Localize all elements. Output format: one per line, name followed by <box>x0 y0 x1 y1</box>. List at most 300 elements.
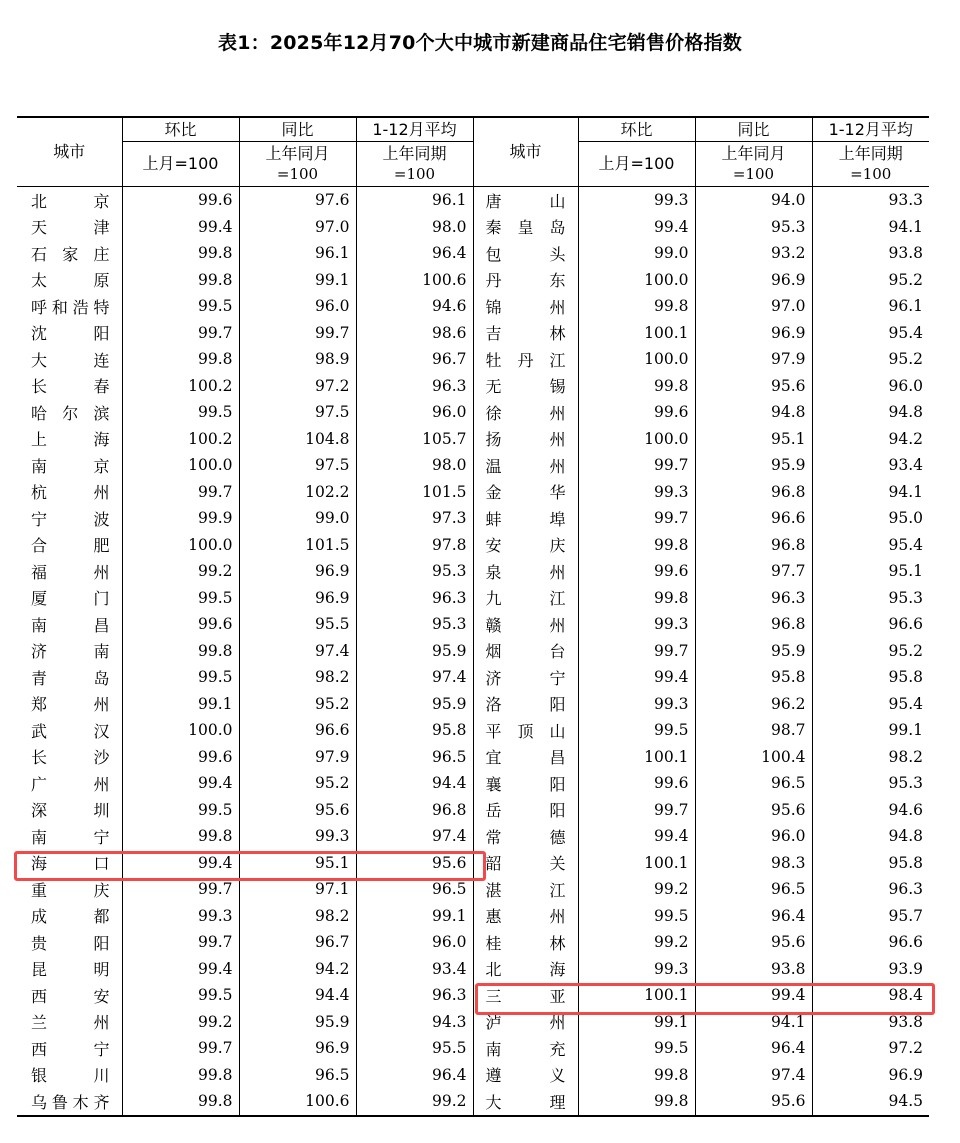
yoy-value-left: 100.6 <box>239 1088 356 1116</box>
header-avg-base-left: 上年同期 =100 <box>356 142 473 187</box>
avg-value-left: 96.0 <box>356 929 473 956</box>
city-name-right: 丹东 <box>473 267 578 294</box>
avg-value-right: 93.4 <box>812 452 929 479</box>
mom-value-right: 99.7 <box>578 452 695 479</box>
mom-value-left: 99.4 <box>122 770 239 797</box>
mom-value-right: 99.7 <box>578 638 695 665</box>
mom-value-right: 99.2 <box>578 876 695 903</box>
yoy-value-right: 95.6 <box>695 1088 812 1116</box>
city-name-right: 吉林 <box>473 320 578 347</box>
mom-value-right: 99.7 <box>578 797 695 824</box>
yoy-value-left: 96.7 <box>239 929 356 956</box>
yoy-value-left: 96.0 <box>239 293 356 320</box>
avg-value-right: 95.2 <box>812 267 929 294</box>
avg-value-left: 98.6 <box>356 320 473 347</box>
table-row <box>17 982 929 1009</box>
table-row <box>17 479 929 506</box>
mom-value-left: 99.9 <box>122 505 239 532</box>
avg-value-right: 95.8 <box>812 664 929 691</box>
yoy-value-left: 96.1 <box>239 240 356 267</box>
avg-value-right: 95.8 <box>812 850 929 877</box>
header-yoy-left: 同比 <box>239 117 356 142</box>
city-name-right: 安庆 <box>473 532 578 559</box>
city-name-left: 福州 <box>31 562 110 582</box>
mom-value-right: 99.4 <box>578 823 695 850</box>
avg-value-right: 95.1 <box>812 558 929 585</box>
avg-value-left: 95.8 <box>356 717 473 744</box>
table-row <box>17 346 929 373</box>
city-name-left: 广州 <box>31 774 110 794</box>
table-row <box>17 823 929 850</box>
yoy-value-left: 97.4 <box>239 638 356 665</box>
yoy-value-right: 97.0 <box>695 293 812 320</box>
mom-value-left: 99.2 <box>122 558 239 585</box>
yoy-value-right: 96.4 <box>695 1035 812 1062</box>
city-name-right: 襄阳 <box>473 770 578 797</box>
mom-value-left: 99.5 <box>122 982 239 1009</box>
yoy-value-left: 96.5 <box>239 1062 356 1089</box>
mom-value-left: 99.3 <box>122 903 239 930</box>
avg-value-right: 96.6 <box>812 929 929 956</box>
yoy-value-left: 96.9 <box>239 558 356 585</box>
city-name-left: 长沙 <box>31 748 110 768</box>
yoy-value-right: 95.6 <box>695 929 812 956</box>
mom-value-left: 99.4 <box>122 214 239 241</box>
yoy-value-right: 97.9 <box>695 346 812 373</box>
avg-value-right: 94.6 <box>812 797 929 824</box>
header-avg-right: 1-12月平均 <box>812 117 929 142</box>
yoy-value-right: 96.4 <box>695 903 812 930</box>
mom-value-left: 99.2 <box>122 1009 239 1036</box>
yoy-value-left: 96.9 <box>239 1035 356 1062</box>
table-row <box>17 187 929 214</box>
avg-value-right: 93.3 <box>812 187 929 214</box>
mom-value-right: 99.5 <box>578 903 695 930</box>
yoy-value-left: 97.9 <box>239 744 356 771</box>
yoy-value-left: 104.8 <box>239 426 356 453</box>
avg-value-left: 97.4 <box>356 823 473 850</box>
table-row <box>17 876 929 903</box>
mom-value-left: 99.4 <box>122 956 239 983</box>
yoy-value-left: 102.2 <box>239 479 356 506</box>
mom-value-left: 99.7 <box>122 320 239 347</box>
mom-value-right: 99.8 <box>578 585 695 612</box>
city-name-left: 厦门 <box>31 589 110 609</box>
avg-value-left: 97.4 <box>356 664 473 691</box>
yoy-value-left: 94.4 <box>239 982 356 1009</box>
mom-value-right: 99.0 <box>578 240 695 267</box>
mom-value-left: 99.6 <box>122 187 239 214</box>
city-name-right: 济宁 <box>473 664 578 691</box>
mom-value-right: 99.4 <box>578 214 695 241</box>
yoy-value-right: 96.5 <box>695 876 812 903</box>
yoy-value-left: 94.2 <box>239 956 356 983</box>
yoy-value-right: 95.9 <box>695 452 812 479</box>
city-name-left: 重庆 <box>31 880 110 900</box>
avg-value-left: 96.4 <box>356 1062 473 1089</box>
city-name-left: 乌鲁木齐 <box>17 1088 122 1116</box>
table-row <box>17 744 929 771</box>
avg-value-left: 97.8 <box>356 532 473 559</box>
avg-value-left: 99.2 <box>356 1088 473 1116</box>
avg-value-left: 97.3 <box>356 505 473 532</box>
mom-value-right: 100.0 <box>578 267 695 294</box>
yoy-value-left: 99.7 <box>239 320 356 347</box>
city-name-left: 上海 <box>31 430 110 450</box>
city-name-left: 石家庄 <box>31 244 110 264</box>
table-row <box>17 1009 929 1036</box>
city-name-right: 遵义 <box>473 1062 578 1089</box>
header-city-right: 城市 <box>473 117 578 187</box>
mom-value-left: 99.7 <box>122 876 239 903</box>
table-row <box>17 558 929 585</box>
city-name-left: 银川 <box>31 1066 110 1086</box>
mom-value-right: 100.1 <box>578 320 695 347</box>
city-name-right: 无锡 <box>473 373 578 400</box>
mom-value-right: 99.4 <box>578 664 695 691</box>
avg-value-right: 94.1 <box>812 479 929 506</box>
avg-value-right: 96.1 <box>812 293 929 320</box>
city-name-left: 呼和浩特 <box>31 297 110 317</box>
city-name-left: 宁波 <box>31 509 110 529</box>
city-name-left: 哈尔滨 <box>31 403 110 423</box>
page-title: 表1：2025年12月70个大中城市新建商品住宅销售价格指数 <box>218 32 742 54</box>
table-row <box>17 638 929 665</box>
avg-value-right: 94.2 <box>812 426 929 453</box>
mom-value-right: 100.1 <box>578 850 695 877</box>
table-row <box>17 770 929 797</box>
city-name-right: 大理 <box>473 1088 578 1116</box>
header-yoy-base-right: 上年同月 =100 <box>695 142 812 187</box>
yoy-value-left: 99.0 <box>239 505 356 532</box>
header-avg-left: 1-12月平均 <box>356 117 473 142</box>
city-name-left: 合肥 <box>31 536 110 556</box>
yoy-value-right: 93.8 <box>695 956 812 983</box>
table-row <box>17 929 929 956</box>
mom-value-right: 100.1 <box>578 744 695 771</box>
city-name-left: 天津 <box>31 218 110 238</box>
mom-value-left: 99.7 <box>122 929 239 956</box>
mom-value-right: 99.6 <box>578 558 695 585</box>
yoy-value-right: 96.3 <box>695 585 812 612</box>
city-name-left: 北京 <box>17 187 122 214</box>
mom-value-left: 100.2 <box>122 373 239 400</box>
mom-value-right: 99.3 <box>578 956 695 983</box>
city-name-right: 温州 <box>473 452 578 479</box>
yoy-value-right: 99.4 <box>695 982 812 1009</box>
yoy-value-right: 95.8 <box>695 664 812 691</box>
mom-value-left: 99.8 <box>122 1088 239 1116</box>
avg-value-left: 95.3 <box>356 611 473 638</box>
city-name-right: 扬州 <box>473 426 578 453</box>
city-name-right: 秦皇岛 <box>473 214 578 241</box>
yoy-value-left: 99.3 <box>239 823 356 850</box>
avg-value-left: 96.5 <box>356 876 473 903</box>
table-row <box>17 1088 929 1116</box>
yoy-value-left: 97.6 <box>239 187 356 214</box>
table-row <box>17 532 929 559</box>
city-name-left: 贵阳 <box>31 933 110 953</box>
city-name-right: 平顶山 <box>473 717 578 744</box>
avg-value-right: 96.3 <box>812 876 929 903</box>
avg-value-right: 96.6 <box>812 611 929 638</box>
mom-value-right: 99.3 <box>578 187 695 214</box>
avg-value-left: 95.3 <box>356 558 473 585</box>
table-row <box>17 505 929 532</box>
yoy-value-right: 95.1 <box>695 426 812 453</box>
city-name-right: 泉州 <box>473 558 578 585</box>
yoy-value-left: 96.6 <box>239 717 356 744</box>
city-name-right: 蚌埠 <box>473 505 578 532</box>
city-name-right: 锦州 <box>473 293 578 320</box>
avg-value-left: 93.4 <box>356 956 473 983</box>
city-name-left: 长春 <box>31 377 110 397</box>
yoy-value-left: 95.9 <box>239 1009 356 1036</box>
mom-value-right: 99.8 <box>578 532 695 559</box>
yoy-value-right: 95.6 <box>695 797 812 824</box>
avg-value-left: 95.9 <box>356 691 473 718</box>
mom-value-right: 99.5 <box>578 1035 695 1062</box>
avg-value-left: 96.3 <box>356 373 473 400</box>
yoy-value-right: 96.6 <box>695 505 812 532</box>
city-name-right: 宜昌 <box>473 744 578 771</box>
avg-value-right: 95.2 <box>812 346 929 373</box>
avg-value-left: 98.0 <box>356 452 473 479</box>
avg-value-left: 96.1 <box>356 187 473 214</box>
avg-value-left: 94.3 <box>356 1009 473 1036</box>
yoy-value-left: 95.5 <box>239 611 356 638</box>
mom-value-left: 100.0 <box>122 717 239 744</box>
table-row <box>17 611 929 638</box>
mom-value-left: 99.7 <box>122 479 239 506</box>
mom-value-right: 99.3 <box>578 479 695 506</box>
avg-value-left: 96.5 <box>356 744 473 771</box>
yoy-value-left: 101.5 <box>239 532 356 559</box>
avg-value-left: 95.5 <box>356 1035 473 1062</box>
avg-value-left: 98.0 <box>356 214 473 241</box>
city-name-left: 昆明 <box>31 960 110 980</box>
header-mom-base-left: 上月=100 <box>122 142 239 187</box>
avg-value-left: 94.4 <box>356 770 473 797</box>
mom-value-right: 99.8 <box>578 373 695 400</box>
avg-value-right: 95.3 <box>812 585 929 612</box>
avg-value-right: 94.5 <box>812 1088 929 1116</box>
yoy-value-right: 96.8 <box>695 611 812 638</box>
yoy-value-right: 96.5 <box>695 770 812 797</box>
avg-value-right: 94.8 <box>812 399 929 426</box>
city-name-left: 深圳 <box>31 801 110 821</box>
avg-value-right: 93.8 <box>812 1009 929 1036</box>
avg-value-right: 95.4 <box>812 320 929 347</box>
mom-value-left: 99.5 <box>122 293 239 320</box>
yoy-value-left: 95.1 <box>239 850 356 877</box>
yoy-value-right: 96.2 <box>695 691 812 718</box>
mom-value-right: 99.8 <box>578 293 695 320</box>
avg-value-left: 96.8 <box>356 797 473 824</box>
mom-value-right: 99.6 <box>578 399 695 426</box>
table-row <box>17 452 929 479</box>
table-row <box>17 903 929 930</box>
yoy-value-left: 97.5 <box>239 452 356 479</box>
mom-value-left: 99.5 <box>122 664 239 691</box>
city-name-right: 常德 <box>473 823 578 850</box>
mom-value-right: 99.3 <box>578 611 695 638</box>
header-mom-right: 环比 <box>578 117 695 142</box>
city-name-left: 济南 <box>31 642 110 662</box>
avg-value-right: 97.2 <box>812 1035 929 1062</box>
table-body <box>17 187 929 1116</box>
yoy-value-right: 97.7 <box>695 558 812 585</box>
yoy-value-left: 96.9 <box>239 585 356 612</box>
yoy-value-right: 100.4 <box>695 744 812 771</box>
header-avg-base-right: 上年同期 =100 <box>812 142 929 187</box>
yoy-value-left: 97.2 <box>239 373 356 400</box>
city-name-left: 沈阳 <box>31 324 110 344</box>
avg-value-left: 96.3 <box>356 585 473 612</box>
avg-value-left: 101.5 <box>356 479 473 506</box>
avg-value-right: 95.4 <box>812 691 929 718</box>
mom-value-right: 99.7 <box>578 505 695 532</box>
mom-value-left: 100.0 <box>122 532 239 559</box>
header-mom-base-right: 上月=100 <box>578 142 695 187</box>
avg-value-right: 95.3 <box>812 770 929 797</box>
mom-value-left: 99.6 <box>122 611 239 638</box>
avg-value-right: 93.8 <box>812 240 929 267</box>
mom-value-right: 100.1 <box>578 982 695 1009</box>
city-name-left: 青岛 <box>31 668 110 688</box>
city-name-right: 韶关 <box>473 850 578 877</box>
yoy-value-left: 98.2 <box>239 903 356 930</box>
yoy-value-right: 96.9 <box>695 267 812 294</box>
yoy-value-right: 96.0 <box>695 823 812 850</box>
yoy-value-left: 98.2 <box>239 664 356 691</box>
avg-value-left: 96.7 <box>356 346 473 373</box>
header-yoy-right: 同比 <box>695 117 812 142</box>
yoy-value-right: 95.6 <box>695 373 812 400</box>
mom-value-right: 99.2 <box>578 929 695 956</box>
mom-value-left: 99.4 <box>122 850 239 877</box>
avg-value-right: 95.0 <box>812 505 929 532</box>
mom-value-right: 100.0 <box>578 346 695 373</box>
mom-value-left: 99.8 <box>122 267 239 294</box>
table-row <box>17 240 929 267</box>
yoy-value-right: 96.8 <box>695 532 812 559</box>
table-row <box>17 585 929 612</box>
yoy-value-right: 94.0 <box>695 187 812 214</box>
city-name-right: 惠州 <box>473 903 578 930</box>
mom-value-right: 100.0 <box>578 426 695 453</box>
city-name-left: 海口 <box>31 854 110 874</box>
city-name-right: 洛阳 <box>473 691 578 718</box>
avg-value-left: 95.9 <box>356 638 473 665</box>
avg-value-right: 95.4 <box>812 532 929 559</box>
yoy-value-right: 97.4 <box>695 1062 812 1089</box>
city-name-right: 泸州 <box>473 1009 578 1036</box>
table-row <box>17 1035 929 1062</box>
avg-value-right: 99.1 <box>812 717 929 744</box>
city-name-left: 武汉 <box>31 721 110 741</box>
yoy-value-right: 95.3 <box>695 214 812 241</box>
table-row <box>17 320 929 347</box>
avg-value-left: 96.4 <box>356 240 473 267</box>
table-row <box>17 850 929 877</box>
mom-value-left: 100.2 <box>122 426 239 453</box>
city-name-right: 九江 <box>473 585 578 612</box>
avg-value-left: 96.0 <box>356 399 473 426</box>
city-name-left: 成都 <box>31 907 110 927</box>
table-row <box>17 214 929 241</box>
city-name-left: 杭州 <box>31 483 110 503</box>
city-name-right: 牡丹江 <box>473 346 578 373</box>
table-row <box>17 399 929 426</box>
mom-value-left: 99.8 <box>122 823 239 850</box>
city-name-right: 徐州 <box>473 399 578 426</box>
avg-value-right: 98.2 <box>812 744 929 771</box>
table-row <box>17 373 929 400</box>
yoy-value-right: 96.9 <box>695 320 812 347</box>
yoy-value-right: 93.2 <box>695 240 812 267</box>
avg-value-left: 94.6 <box>356 293 473 320</box>
avg-value-right: 98.4 <box>812 982 929 1009</box>
city-name-left: 郑州 <box>31 695 110 715</box>
yoy-value-left: 95.2 <box>239 770 356 797</box>
mom-value-left: 99.8 <box>122 346 239 373</box>
avg-value-left: 95.6 <box>356 850 473 877</box>
city-name-left: 西安 <box>31 986 110 1006</box>
mom-value-left: 100.0 <box>122 452 239 479</box>
city-name-left: 南宁 <box>31 827 110 847</box>
table-row <box>17 293 929 320</box>
city-name-right: 烟台 <box>473 638 578 665</box>
mom-value-left: 99.5 <box>122 585 239 612</box>
city-name-right: 湛江 <box>473 876 578 903</box>
city-name-left: 南昌 <box>31 615 110 635</box>
mom-value-left: 99.5 <box>122 399 239 426</box>
mom-value-right: 99.8 <box>578 1062 695 1089</box>
yoy-value-left: 97.5 <box>239 399 356 426</box>
avg-value-left: 100.6 <box>356 267 473 294</box>
avg-value-right: 94.1 <box>812 214 929 241</box>
avg-value-right: 94.8 <box>812 823 929 850</box>
avg-value-left: 96.3 <box>356 982 473 1009</box>
mom-value-right: 99.1 <box>578 1009 695 1036</box>
yoy-value-right: 94.8 <box>695 399 812 426</box>
city-name-right: 岳阳 <box>473 797 578 824</box>
yoy-value-right: 96.8 <box>695 479 812 506</box>
city-name-right: 金华 <box>473 479 578 506</box>
city-name-right: 南充 <box>473 1035 578 1062</box>
city-name-left: 兰州 <box>31 1013 110 1033</box>
yoy-value-right: 95.9 <box>695 638 812 665</box>
avg-value-right: 96.9 <box>812 1062 929 1089</box>
mom-value-left: 99.8 <box>122 638 239 665</box>
mom-value-left: 99.7 <box>122 1035 239 1062</box>
header-mom-left: 环比 <box>122 117 239 142</box>
yoy-value-right: 98.3 <box>695 850 812 877</box>
city-name-right: 三亚 <box>473 982 578 1009</box>
yoy-value-left: 99.1 <box>239 267 356 294</box>
table-row <box>17 717 929 744</box>
city-name-left: 南京 <box>31 456 110 476</box>
table-row <box>17 664 929 691</box>
header-city-left: 城市 <box>17 117 122 187</box>
yoy-value-right: 98.7 <box>695 717 812 744</box>
avg-value-left: 105.7 <box>356 426 473 453</box>
table-row <box>17 691 929 718</box>
price-index-table <box>17 116 929 1117</box>
mom-value-left: 99.6 <box>122 744 239 771</box>
avg-value-right: 95.2 <box>812 638 929 665</box>
